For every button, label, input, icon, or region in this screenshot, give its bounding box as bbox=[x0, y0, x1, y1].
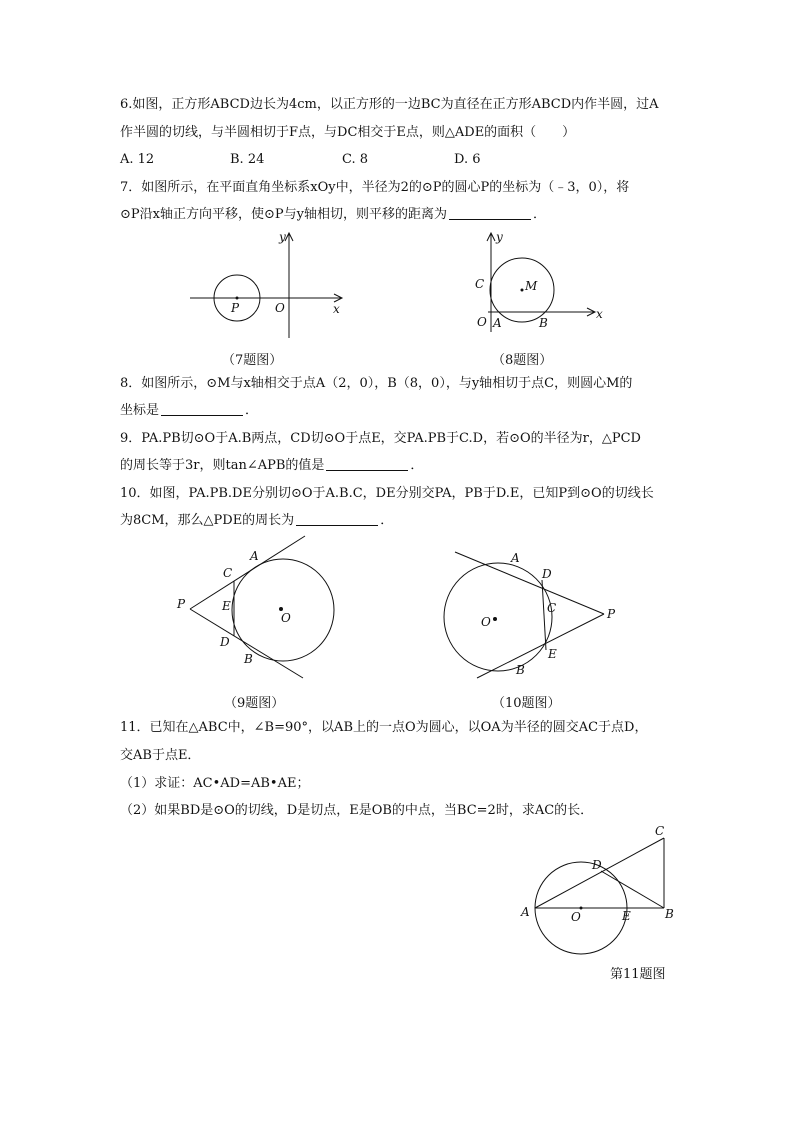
q6-option-a: A. 12 bbox=[120, 152, 155, 167]
q6-option-c: C. 8 bbox=[342, 152, 369, 167]
fig9-label-d: D bbox=[220, 635, 230, 649]
fig9-label-o: O bbox=[281, 611, 291, 625]
fig8-label-a: A bbox=[493, 316, 502, 330]
q9-line2-end: ． bbox=[410, 458, 424, 473]
fig9-caption: （9题图） bbox=[224, 696, 285, 711]
q10-line2-end: ． bbox=[380, 513, 394, 528]
q7-answer-blank bbox=[449, 219, 531, 220]
q8-line2-end: ． bbox=[245, 403, 259, 418]
q9-text-line2 bbox=[120, 458, 423, 474]
q7-line2-text: ⊙P沿x轴正方向平移，使⊙P与y轴相切，则平移的距离为 bbox=[120, 207, 447, 222]
fig7-label-x: x bbox=[333, 302, 340, 316]
q7-text-line1: 7．如图所示，在平面直角坐标系xOy中，半径为2的⊙P的圆心P的坐标为（﹣3，0），将 bbox=[120, 180, 630, 195]
fig10-label-o: O bbox=[481, 615, 491, 629]
fig8-label-y: y bbox=[496, 230, 503, 244]
q7-text-line2 bbox=[120, 207, 546, 223]
fig7-point-p bbox=[236, 297, 239, 300]
figure-7 bbox=[185, 228, 350, 346]
fig7-label-o: O bbox=[275, 301, 285, 315]
fig7-label-y: y bbox=[279, 230, 286, 244]
fig9-label-a: A bbox=[250, 549, 259, 563]
fig11-label-c: C bbox=[655, 824, 665, 838]
fig9-circle-o bbox=[232, 559, 334, 661]
q11-text-line2: 交AB于点E． bbox=[120, 748, 201, 763]
fig8-label-b: B bbox=[539, 316, 548, 330]
figure-10 bbox=[438, 545, 623, 685]
fig11-line-ac bbox=[535, 838, 664, 908]
q11-part1: （1）求证：AC•AD=AB•AE； bbox=[120, 776, 310, 791]
q6-option-d: D. 6 bbox=[454, 152, 481, 167]
fig10-line-pb bbox=[477, 614, 604, 678]
fig9-label-p: P bbox=[177, 597, 186, 611]
q6-option-b: B. 24 bbox=[230, 152, 265, 167]
fig9-line-pa bbox=[190, 536, 305, 609]
fig8-label-m: M bbox=[525, 279, 538, 293]
fig11-label-e: E bbox=[622, 909, 631, 923]
figure-9 bbox=[170, 530, 345, 690]
fig9-label-b: B bbox=[244, 652, 253, 666]
q8-text-line2 bbox=[120, 403, 258, 419]
q8-answer-blank bbox=[161, 415, 243, 416]
fig11-caption: 第11题图 bbox=[610, 967, 666, 982]
q6-text-line1: 6.如图，正方形ABCD边长为4cm，以正方形的一边BC为直径在正方形ABCD内作半圆，过A bbox=[120, 97, 659, 112]
fig10-caption: （10题图） bbox=[492, 696, 561, 711]
fig11-label-o: O bbox=[571, 910, 581, 924]
fig8-point-m bbox=[521, 289, 524, 292]
fig8-caption: （8题图） bbox=[492, 353, 553, 368]
q10-answer-blank bbox=[296, 525, 378, 526]
fig10-line-pa bbox=[455, 552, 604, 614]
fig10-label-b: B bbox=[516, 663, 525, 677]
q10-text-line2 bbox=[120, 513, 393, 529]
q9-text-line1: 9．PA.PB切⊙O于A.B两点，CD切⊙O于点E，交PA.PB于C.D，若⊙O的半径为r，△PCD bbox=[120, 431, 641, 446]
q9-answer-blank bbox=[326, 470, 408, 471]
fig10-label-a: A bbox=[511, 551, 520, 565]
fig8-label-x: x bbox=[596, 307, 603, 321]
fig10-circle-o bbox=[444, 563, 552, 671]
figure-8 bbox=[466, 228, 611, 346]
fig11-label-b: B bbox=[665, 907, 674, 921]
q11-part2: （2）如果BD是⊙O的切线，D是切点，E是OB的中点，当BC=2时，求AC的长． bbox=[120, 803, 594, 818]
fig11-label-d: D bbox=[592, 858, 602, 872]
q8-line2-text: 坐标是 bbox=[120, 403, 160, 418]
fig9-label-e: E bbox=[222, 599, 231, 613]
q9-line2-text: 的周长等于3r，则tan∠APB的值是 bbox=[120, 458, 325, 473]
fig11-line-bd bbox=[601, 871, 664, 908]
fig11-label-a: A bbox=[521, 905, 530, 919]
fig10-label-c: C bbox=[547, 601, 557, 615]
fig10-label-p: P bbox=[607, 607, 616, 621]
fig7-caption: （7题图） bbox=[222, 353, 283, 368]
q8-text-line1: 8．如图所示，⊙M与x轴相交于点A（2，0），B（8，0），与y轴相切于点C，则圆心M的 bbox=[120, 376, 633, 391]
fig7-label-p: P bbox=[231, 301, 240, 315]
fig9-label-c: C bbox=[223, 566, 233, 580]
q11-text-line1: 11．已知在△ABC中，∠B=90°，以AB上的一点O为圆心，以OA为半径的圆交AC于点D， bbox=[120, 720, 648, 735]
fig10-point-o bbox=[493, 617, 497, 621]
q7-line2-end: ． bbox=[532, 207, 546, 222]
q10-text-line1: 10．如图，PA.PB.DE分别切⊙O于A.B.C，DE分别交PA，PB于D.E，已知P到⊙O的切线长 bbox=[120, 486, 654, 501]
fig10-label-d: D bbox=[542, 567, 552, 581]
fig8-label-c: C bbox=[475, 277, 485, 291]
q6-text-line2: 作半圆的切线，与半圆相切于F点，与DC相交于E点，则△ADE的面积（ ） bbox=[120, 125, 576, 140]
fig10-label-e: E bbox=[548, 647, 557, 661]
figure-11 bbox=[515, 820, 685, 960]
fig8-label-o: O bbox=[477, 315, 487, 329]
q10-line2-text: 为8CM，那么△PDE的周长为 bbox=[120, 513, 295, 528]
